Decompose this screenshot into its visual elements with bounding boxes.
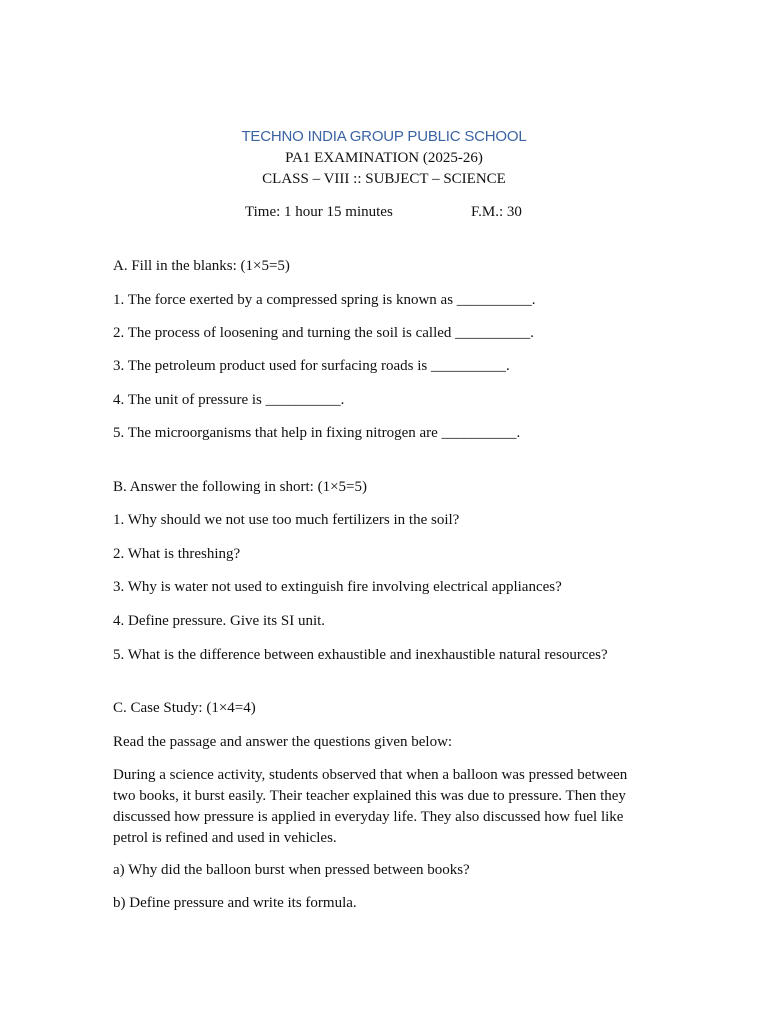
section-b-item: 5. What is the difference between exhaustible and inexhaustible natural resources? bbox=[113, 647, 608, 663]
case-study-question: b) Define pressure and write its formula. bbox=[113, 895, 357, 911]
section-b-item: 4. Define pressure. Give its SI unit. bbox=[113, 613, 326, 629]
section-b-item: 1. Why should we not use too much fertilizers in the soil? bbox=[113, 512, 460, 528]
exam-time: Time: 1 hour 15 minutes bbox=[245, 204, 393, 220]
section-a-item: 3. The petroleum product used for surfacing roads is __________. bbox=[113, 358, 510, 374]
exam-title: PA1 EXAMINATION (2025-26) bbox=[285, 150, 483, 166]
section-c-heading: C. Case Study: (1×4=4) bbox=[113, 700, 256, 716]
section-a-item: 1. The force exerted by a compressed spring is known as __________. bbox=[113, 292, 536, 308]
section-a-item: 5. The microorganisms that help in fixing nitrogen are __________. bbox=[113, 425, 521, 441]
class-subject: CLASS – VIII :: SUBJECT – SCIENCE bbox=[262, 171, 506, 187]
full-marks: F.M.: 30 bbox=[471, 204, 522, 220]
case-study-passage: During a science activity, students observed that when a balloon was pressed between two books, it burst easily. Their teacher explained this was due to pressure. Then they discussed how pressure is applied in everyday life. They also discussed how fuel like petrol is refined and used in vehicles. bbox=[113, 767, 628, 846]
section-b-heading: B. Answer the following in short: (1×5=5) bbox=[113, 479, 367, 495]
section-a-item: 4. The unit of pressure is __________. bbox=[113, 392, 345, 408]
section-b-item: 3. Why is water not used to extinguish fire involving electrical appliances? bbox=[113, 579, 562, 595]
section-a-item: 2. The process of loosening and turning the soil is called __________. bbox=[113, 325, 534, 341]
case-study-question: a) Why did the balloon burst when pressed between books? bbox=[113, 862, 470, 878]
school-name: TECHNO INDIA GROUP PUBLIC SCHOOL bbox=[241, 128, 527, 145]
section-b-item: 2. What is threshing? bbox=[113, 546, 241, 562]
section-a-heading: A. Fill in the blanks: (1×5=5) bbox=[113, 258, 290, 274]
section-c-instruction: Read the passage and answer the questions given below: bbox=[113, 734, 453, 750]
